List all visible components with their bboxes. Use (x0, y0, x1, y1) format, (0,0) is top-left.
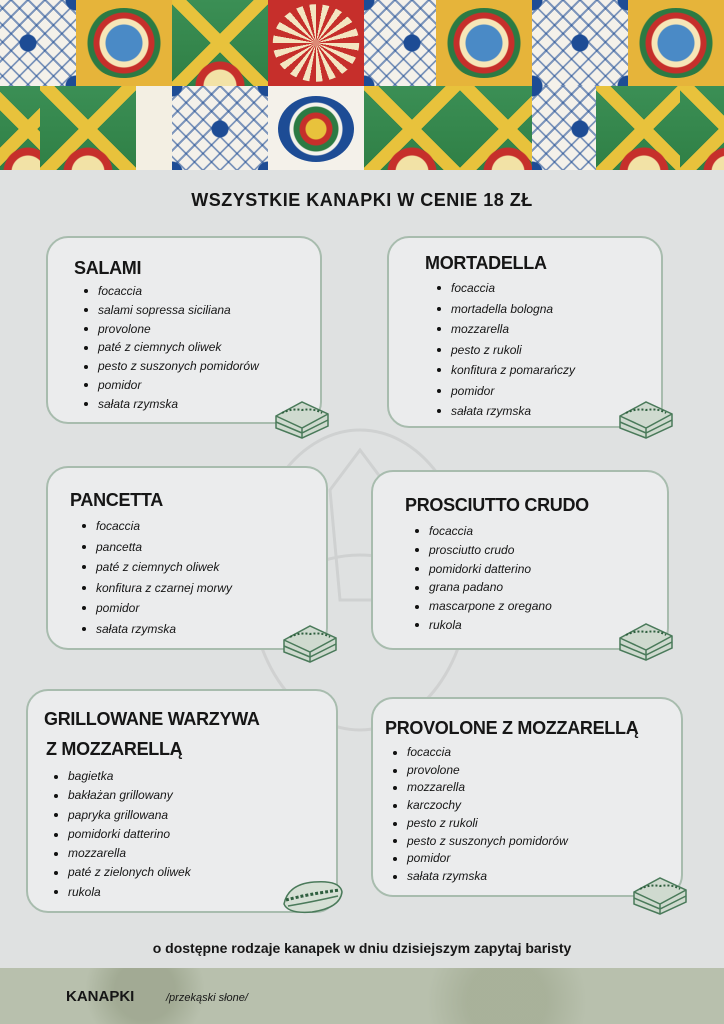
list-item: pomidor (80, 598, 232, 619)
list-item: provolone (391, 762, 568, 780)
sandwich-icon (272, 396, 332, 442)
list-item: pomidor (435, 381, 575, 402)
list-item: mozzarella (435, 319, 575, 340)
list-item: sałata rzymska (435, 401, 575, 422)
list-item: rukola (52, 883, 191, 902)
ingredient-list (413, 522, 552, 635)
card-title: PROVOLONE Z MOZZARELLĄ (385, 718, 639, 738)
ingredient-list (80, 516, 232, 639)
list-item: mascarpone z oregano (413, 597, 552, 616)
sandwich-icon (280, 620, 340, 666)
list-item: pomidorki datterino (52, 825, 191, 844)
list-item: provolone (82, 320, 259, 339)
sandwich-icon (630, 872, 690, 918)
list-item: sałata rzymska (82, 395, 259, 414)
footer (0, 968, 724, 1024)
list-item: paté z ciemnych oliwek (82, 338, 259, 357)
list-item: focaccia (391, 744, 568, 762)
list-item: sałata rzymska (391, 868, 568, 886)
baguette-icon (278, 874, 348, 918)
list-item: bagietka (52, 767, 191, 786)
list-item: konfitura z pomarańczy (435, 360, 575, 381)
ingredient-list (82, 282, 259, 414)
list-item: pomidor (82, 376, 259, 395)
barista-note: o dostępne rodzaje kanapek w dniu dzisiejszym zapytaj baristy (152, 940, 572, 956)
list-item: papryka grillowana (52, 806, 191, 825)
card-provolone-z-mozzarella (371, 697, 683, 897)
list-item: grana padano (413, 578, 552, 597)
category-subtitle: /przekąski słone/ (166, 992, 248, 1004)
list-item: pancetta (80, 537, 232, 558)
ingredient-list (435, 278, 575, 422)
list-item: focaccia (413, 522, 552, 541)
page-title: WSZYSTKIE KANAPKI W CENIE 18 ZŁ (191, 190, 533, 210)
category-label: KANAPKI (66, 988, 135, 1005)
list-item: pesto z suszonych pomidorów (391, 833, 568, 851)
list-item: pomidorki datterino (413, 560, 552, 579)
card-title: PROSCIUTTO CRUDO (405, 495, 589, 515)
list-item: focaccia (435, 278, 575, 299)
sandwich-icon (616, 618, 676, 664)
card-title: SALAMI (74, 258, 142, 278)
list-item: pesto z suszonych pomidorów (82, 357, 259, 376)
list-item: pesto z rukoli (435, 340, 575, 361)
list-item: pesto z rukoli (391, 815, 568, 833)
card-title: Z MOZZARELLĄ (46, 739, 183, 759)
list-item: paté z zielonych oliwek (52, 863, 191, 882)
list-item: mozzarella (52, 844, 191, 863)
list-item: prosciutto crudo (413, 541, 552, 560)
list-item: pomidor (391, 850, 568, 868)
list-item: focaccia (80, 516, 232, 537)
list-item: focaccia (82, 282, 259, 301)
list-item: bakłażan grillowany (52, 786, 191, 805)
card-title: GRILLOWANE WARZYWA (44, 709, 260, 729)
card-title: MORTADELLA (425, 253, 547, 273)
sandwich-icon (616, 396, 676, 442)
ingredient-list (391, 744, 568, 886)
list-item: konfitura z czarnej morwy (80, 578, 232, 599)
tile-banner (0, 0, 724, 170)
list-item: paté z ciemnych oliwek (80, 557, 232, 578)
list-item: mortadella bologna (435, 299, 575, 320)
list-item: salami sopressa siciliana (82, 301, 259, 320)
ingredient-list (52, 767, 191, 902)
list-item: karczochy (391, 797, 568, 815)
list-item: mozzarella (391, 779, 568, 797)
list-item: rukola (413, 616, 552, 635)
list-item: sałata rzymska (80, 619, 232, 640)
card-title: PANCETTA (70, 490, 163, 510)
